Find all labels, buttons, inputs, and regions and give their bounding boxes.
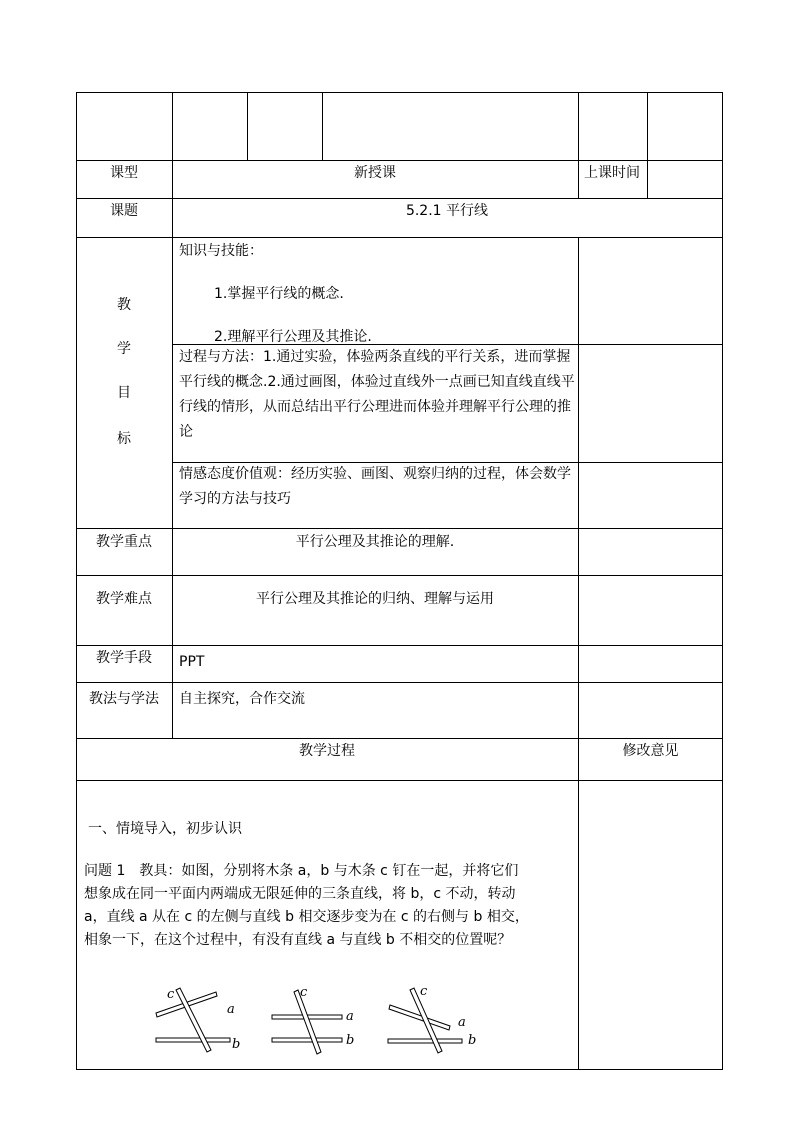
table-rule bbox=[76, 198, 723, 199]
table-rule bbox=[76, 92, 723, 93]
strip-b bbox=[388, 1039, 462, 1043]
strip-b bbox=[156, 1038, 230, 1042]
goals-label-char: 学 bbox=[117, 341, 131, 357]
class-time-label bbox=[584, 164, 644, 196]
question-line: a，直线 a 从在 c 的左侧与直线 b 相交逐步变为在 c 的右侧与 b 相交， bbox=[84, 909, 529, 925]
class-time-label-text: 上课时间 bbox=[584, 165, 640, 181]
label-a: a bbox=[227, 1002, 235, 1017]
goals-label-char: 目 bbox=[117, 385, 131, 401]
goals-label-char: 标 bbox=[117, 431, 131, 447]
course-type-value: 新授课 bbox=[354, 165, 396, 181]
table-rule bbox=[76, 528, 723, 529]
table-rule bbox=[76, 738, 723, 739]
table-rule bbox=[76, 237, 723, 238]
table-rule bbox=[578, 92, 579, 198]
means-label: 教学手段 bbox=[96, 650, 152, 666]
methods-value: 自主探究，合作交流 bbox=[179, 691, 305, 707]
question-line: 问题 1 教具：如图，分别将木条 a，b 与木条 c 钉在一起，并将它们 bbox=[84, 863, 519, 879]
table-rule bbox=[76, 682, 723, 683]
figure-panel-3 bbox=[388, 984, 476, 1053]
question-line: 相象一下，在这个过程中，有没有直线 a 与直线 b 不相交的位置呢？ bbox=[84, 932, 512, 948]
label-c: c bbox=[420, 984, 428, 999]
table-rule bbox=[76, 575, 723, 576]
table-rule bbox=[578, 237, 579, 1070]
table-rule bbox=[76, 780, 723, 781]
lesson-plan-table bbox=[76, 92, 723, 1070]
process-header-left: 教学过程 bbox=[299, 743, 355, 759]
topic-value: 5.2.1 平行线 bbox=[405, 203, 489, 219]
label-a: a bbox=[458, 1015, 466, 1030]
figure-panel-1 bbox=[156, 987, 240, 1052]
difficulty-label: 教学难点 bbox=[96, 591, 152, 607]
figure-panel-2 bbox=[272, 985, 354, 1054]
key-point-label: 教学重点 bbox=[96, 534, 152, 550]
strip-b bbox=[272, 1038, 342, 1042]
label-b: b bbox=[468, 1033, 477, 1048]
means-value: PPT bbox=[179, 654, 205, 670]
table-rule bbox=[722, 92, 723, 1070]
table-rule bbox=[76, 1069, 723, 1070]
table-rule bbox=[247, 92, 248, 160]
label-c: c bbox=[167, 987, 175, 1002]
difficulty-value: 平行公理及其推论的归纳、理解与运用 bbox=[256, 591, 494, 607]
label-a: a bbox=[346, 1009, 354, 1024]
attitude-goal: 情感态度价值观：经历实验、画图、观察归纳的过程，体会数学学习的方法与技巧 bbox=[179, 466, 571, 507]
key-point-value: 平行公理及其推论的理解. bbox=[295, 534, 455, 550]
label-b: b bbox=[232, 1037, 241, 1052]
label-b: b bbox=[346, 1033, 355, 1048]
table-rule bbox=[76, 645, 723, 646]
table-rule bbox=[172, 92, 173, 738]
strip-c bbox=[294, 990, 321, 1054]
table-rule bbox=[647, 92, 648, 198]
course-type-label: 课型 bbox=[110, 165, 138, 181]
goals-label-char: 教 bbox=[117, 297, 131, 313]
topic-label: 课题 bbox=[110, 203, 138, 219]
question-line: 想象成在同一平面内两端成无限延伸的三条直线，将 b，c 不动，转动 bbox=[84, 886, 516, 902]
process-header-right: 修改意见 bbox=[622, 743, 679, 759]
table-rule bbox=[76, 160, 723, 161]
section-title: 一、情境导入，初步认识 bbox=[88, 821, 242, 837]
table-rule bbox=[322, 92, 323, 160]
methods-label: 教法与学法 bbox=[89, 691, 159, 707]
label-c: c bbox=[300, 985, 308, 1000]
knowledge-item: 2.理解平行公理及其推论. bbox=[214, 329, 372, 345]
wooden-strips-figure bbox=[150, 978, 500, 1060]
knowledge-item: 1.掌握平行线的概念. bbox=[214, 286, 344, 302]
knowledge-title: 知识与技能： bbox=[179, 243, 263, 259]
process-method-goal: 过程与方法：1.通过实验，体验两条直线的平行关系，进而掌握平行线的概念.2.通过画图，体验过直线外一点画已知直线直线平行线的情形，从而总结出平行公理进而体验并理解平行公理的推论 bbox=[179, 349, 575, 440]
table-rule bbox=[76, 92, 77, 1070]
